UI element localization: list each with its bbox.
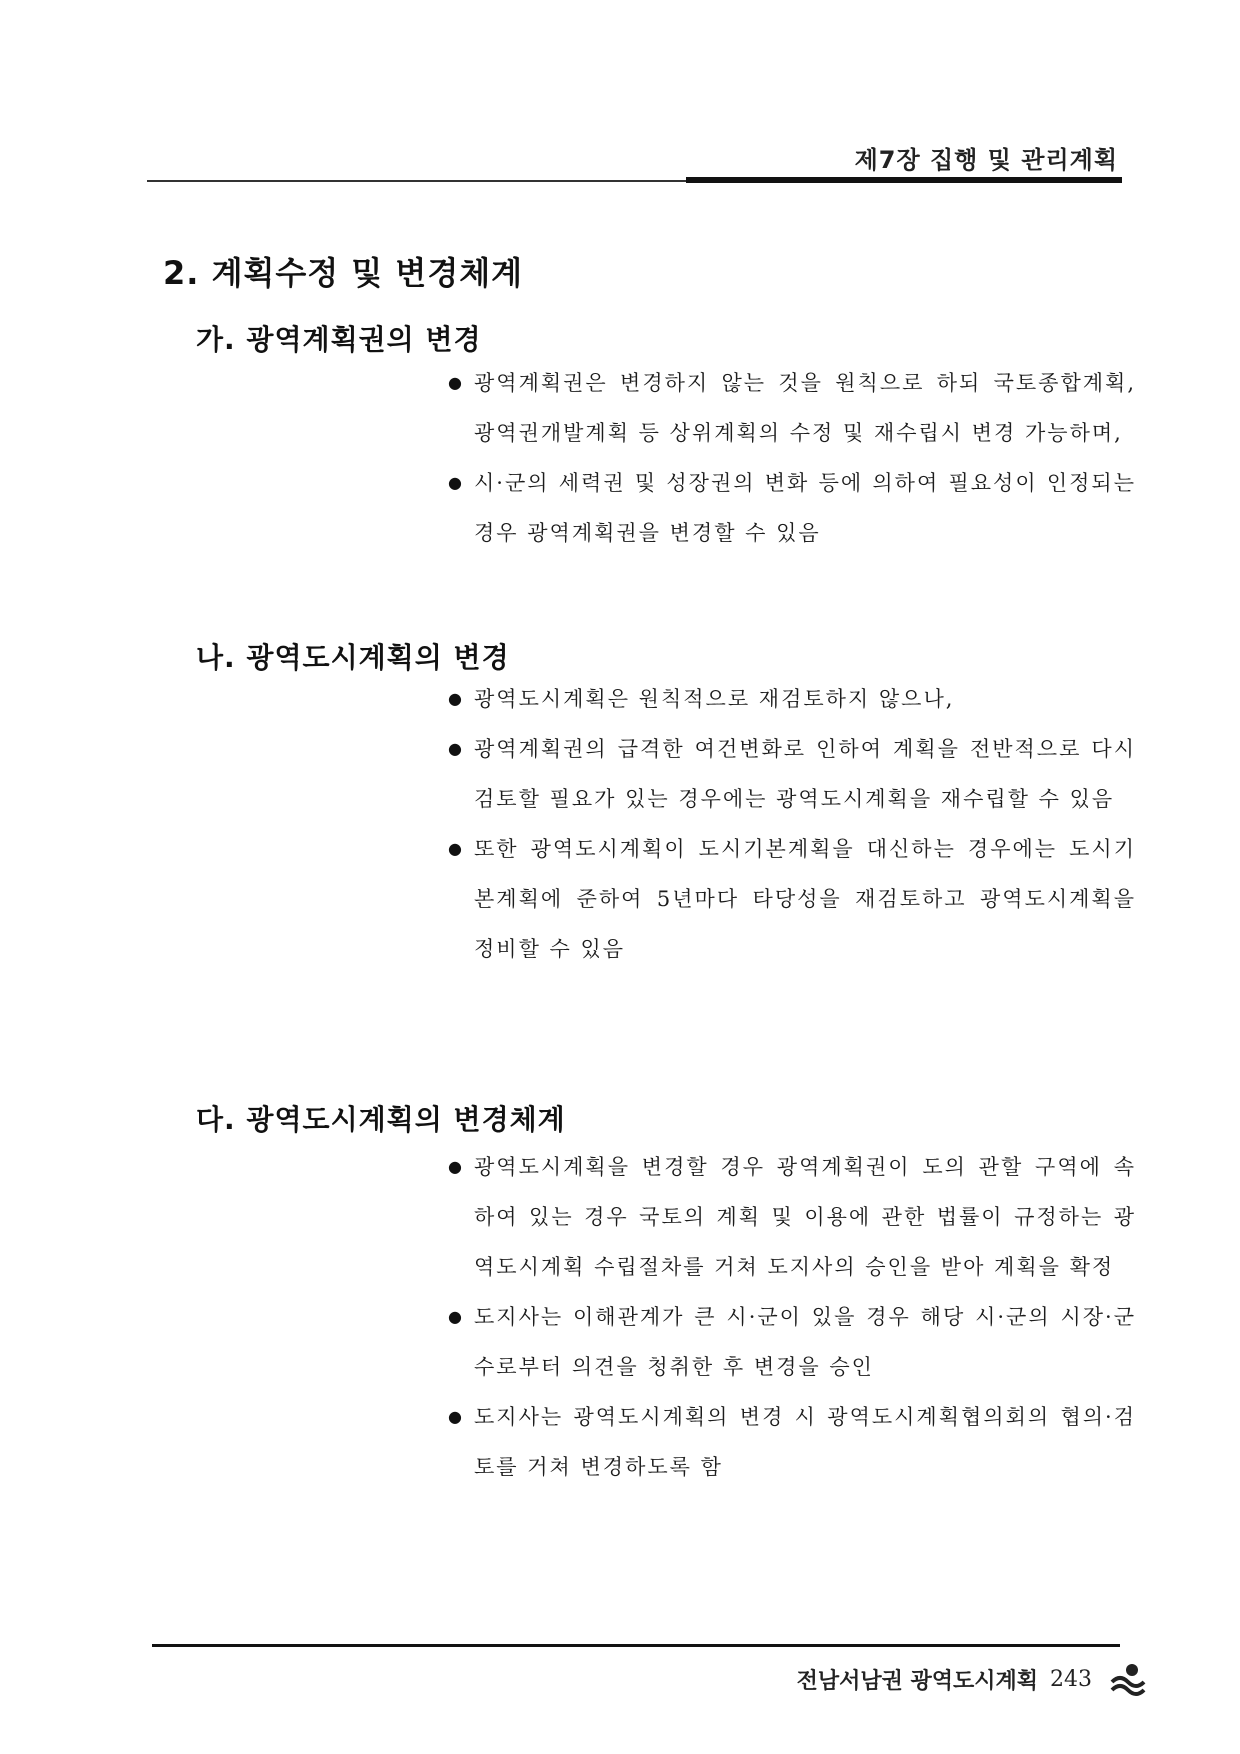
subsection-title: 나. 광역도시계획의 변경	[196, 641, 510, 674]
chapter-header-title: 제7장 집행 및 관리계획	[854, 146, 1118, 174]
list-item	[446, 1292, 1136, 1392]
list-item	[446, 824, 1136, 974]
bullet-text: 도지사는 이해관계가 큰 시·군이 있을 경우 해당 시·군의 시장·군수로부터 의견을 청취한 후 변경을 승인	[474, 1305, 1136, 1379]
list-item	[446, 458, 1136, 558]
bullet-list	[446, 674, 1136, 974]
list-item	[446, 358, 1136, 458]
subsection-change-system	[196, 1098, 1136, 1492]
list-item	[446, 1392, 1136, 1492]
list-item	[446, 674, 1136, 724]
bullet-list	[446, 1142, 1136, 1492]
list-item	[446, 724, 1136, 824]
list-item	[446, 1142, 1136, 1292]
page-number: 243	[1050, 1667, 1092, 1692]
subsection-title: 다. 광역도시계획의 변경체계	[196, 1103, 566, 1136]
bullet-icon: ●	[448, 373, 464, 392]
section-title: 2. 계획수정 및 변경체계	[163, 254, 524, 292]
page-footer	[797, 1664, 1092, 1695]
bullet-text: 또한 광역도시계획이 도시기본계획을 대신하는 경우에는 도시기본계획에 준하여 5년마다 타당성을 재검토하고 광역도시계획을 정비할 수 있음	[474, 837, 1136, 961]
bullet-icon: ●	[448, 1307, 464, 1326]
subsection-plan-change	[196, 636, 1136, 974]
bullet-text: 시·군의 세력권 및 성장권의 변화 등에 의하여 필요성이 인정되는 경우 광역계획권을 변경할 수 있음	[474, 471, 1136, 545]
bullet-icon: ●	[448, 473, 464, 492]
bullet-icon: ●	[448, 739, 464, 758]
bullet-text: 광역계획권의 급격한 여건변화로 인하여 계획을 전반적으로 다시 검토할 필요가 있는 경우에는 광역도시계획을 재수립할 수 있음	[474, 737, 1136, 811]
bullet-text: 광역도시계획을 변경할 경우 광역계획권이 도의 관할 구역에 속하여 있는 경우 국토의 계획 및 이용에 관한 법률이 규정하는 광역도시계획 수립절차를 거쳐 도지사의 승인을 받아 계획을 확정	[474, 1155, 1136, 1279]
bullet-text: 광역계획권은 변경하지 않는 것을 원칙으로 하되 국토종합계획, 광역권개발계획 등 상위계획의 수정 및 재수립시 변경 가능하며,	[474, 371, 1136, 445]
footer-plan-title: 전남서남권 광역도시계획	[796, 1669, 1038, 1694]
subsection-region-change	[196, 318, 1136, 558]
bullet-text: 도지사는 광역도시계획의 변경 시 광역도시계획협의회의 협의·검토를 거쳐 변경하도록 함	[474, 1405, 1136, 1479]
bullet-icon: ●	[448, 1407, 464, 1426]
header-divider-accent	[686, 177, 1122, 183]
bullet-icon: ●	[448, 689, 464, 708]
bullet-icon: ●	[448, 839, 464, 858]
subsection-title: 가. 광역계획권의 변경	[196, 323, 482, 356]
footer-divider	[152, 1644, 1120, 1647]
bullet-icon: ●	[448, 1157, 464, 1176]
bullet-text: 광역도시계획은 원칙적으로 재검토하지 않으나,	[474, 687, 955, 711]
bullet-list	[446, 358, 1136, 558]
wave-logo-icon	[1108, 1660, 1148, 1700]
